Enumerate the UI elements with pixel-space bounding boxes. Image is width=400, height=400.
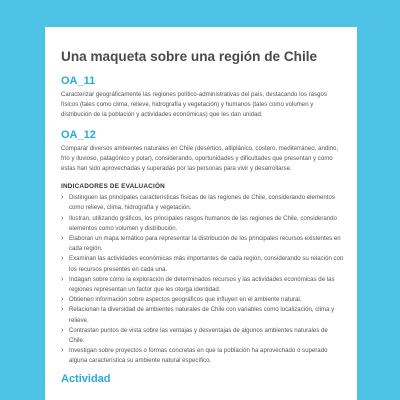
list-item (61, 214, 345, 234)
list-item-text: Elaboran un mapa temático para representar la distribución de los principales recursos existentes en cada región. (69, 235, 341, 253)
list-item (61, 305, 345, 325)
chevron-right-icon: › (61, 255, 64, 263)
chevron-right-icon: › (61, 235, 64, 243)
list-item-text: Relacionan la diversidad de ambientes naturales de Chile con variables como localización, clima y relieve. (69, 306, 335, 324)
objective-oa-12 (61, 129, 345, 175)
list-item-text: Distinguen las principales características físicas de las regiones de Chile, considerando elementos como relieve, clima, hidrografía y vegetación. (69, 194, 335, 212)
chevron-right-icon: › (61, 347, 64, 355)
list-item (61, 295, 345, 305)
list-item-text: Investigan sobre proyectos o formas concretas en que la población ha aprovechado o superado alguna característica su ambiente natural específico. (69, 347, 328, 365)
objective-text: Caracterizar geográficamente las regiones político-administrativas del país, destacando los rasgos físicos (tales como clima, relieve, hidrografía y vegetación) y humanos (tales como volumen y distribución de la población y actividades económicas) que les dan unidad. (61, 91, 327, 119)
chevron-right-icon: › (61, 306, 64, 314)
list-item (61, 346, 345, 366)
list-item-text: Indagan sobre cómo la exploración de determinados recursos y las actividades económicas de las regiones representan un factor que les otorga identidad. (69, 275, 335, 294)
chevron-right-icon: › (61, 296, 64, 304)
objective-code: OA_11 (61, 75, 96, 87)
objective-text: Comparar diversos ambientes naturales en Chile (desértico, altiplánico, costero, mediterráneo, andino, frío y lluvioso, patagónico y polar), considerando, oportunidades y dificultades que presentan y cómo estas han sido aprovechadas y superadas por las personas para vivir y desarrollarse. (61, 144, 339, 173)
list-item (61, 275, 345, 295)
list-item (61, 326, 345, 346)
chevron-right-icon: › (61, 275, 64, 283)
indicators-section (61, 182, 345, 366)
list-item-text: Obtienen información sobre aspectos geográficos que influyen en el ambiente natural. (69, 296, 302, 304)
chevron-right-icon: › (61, 326, 64, 334)
indicators-heading: INDICADORES DE EVALUACIÓN (61, 183, 165, 191)
page-title: Una maqueta sobre una región de Chile (61, 49, 318, 64)
list-item (61, 234, 345, 254)
indicators-list (61, 193, 345, 366)
list-item-text: Examinan las actividades económicas más importantes de cada región, considerando su relación con los recursos presentes en cada una. (69, 255, 344, 273)
list-item-text: Ilustran, utilizando gráficos, los principales rasgos humanos de las regiones de Chile, considerando elementos como volumen y distribución. (69, 214, 337, 232)
chevron-right-icon: › (61, 194, 64, 202)
activity-heading: Actividad (61, 372, 111, 385)
document-content (61, 49, 345, 386)
document-page (45, 27, 357, 400)
objective-oa-11 (61, 75, 345, 121)
list-item-text: Contrastan puntos de vista sobre las ventajas y desventajas de algunos ambientes naturales de Chile. (69, 326, 328, 345)
objective-code: OA_12 (61, 128, 96, 141)
list-item (61, 193, 345, 213)
list-item (61, 254, 345, 274)
chevron-right-icon: › (61, 214, 64, 222)
